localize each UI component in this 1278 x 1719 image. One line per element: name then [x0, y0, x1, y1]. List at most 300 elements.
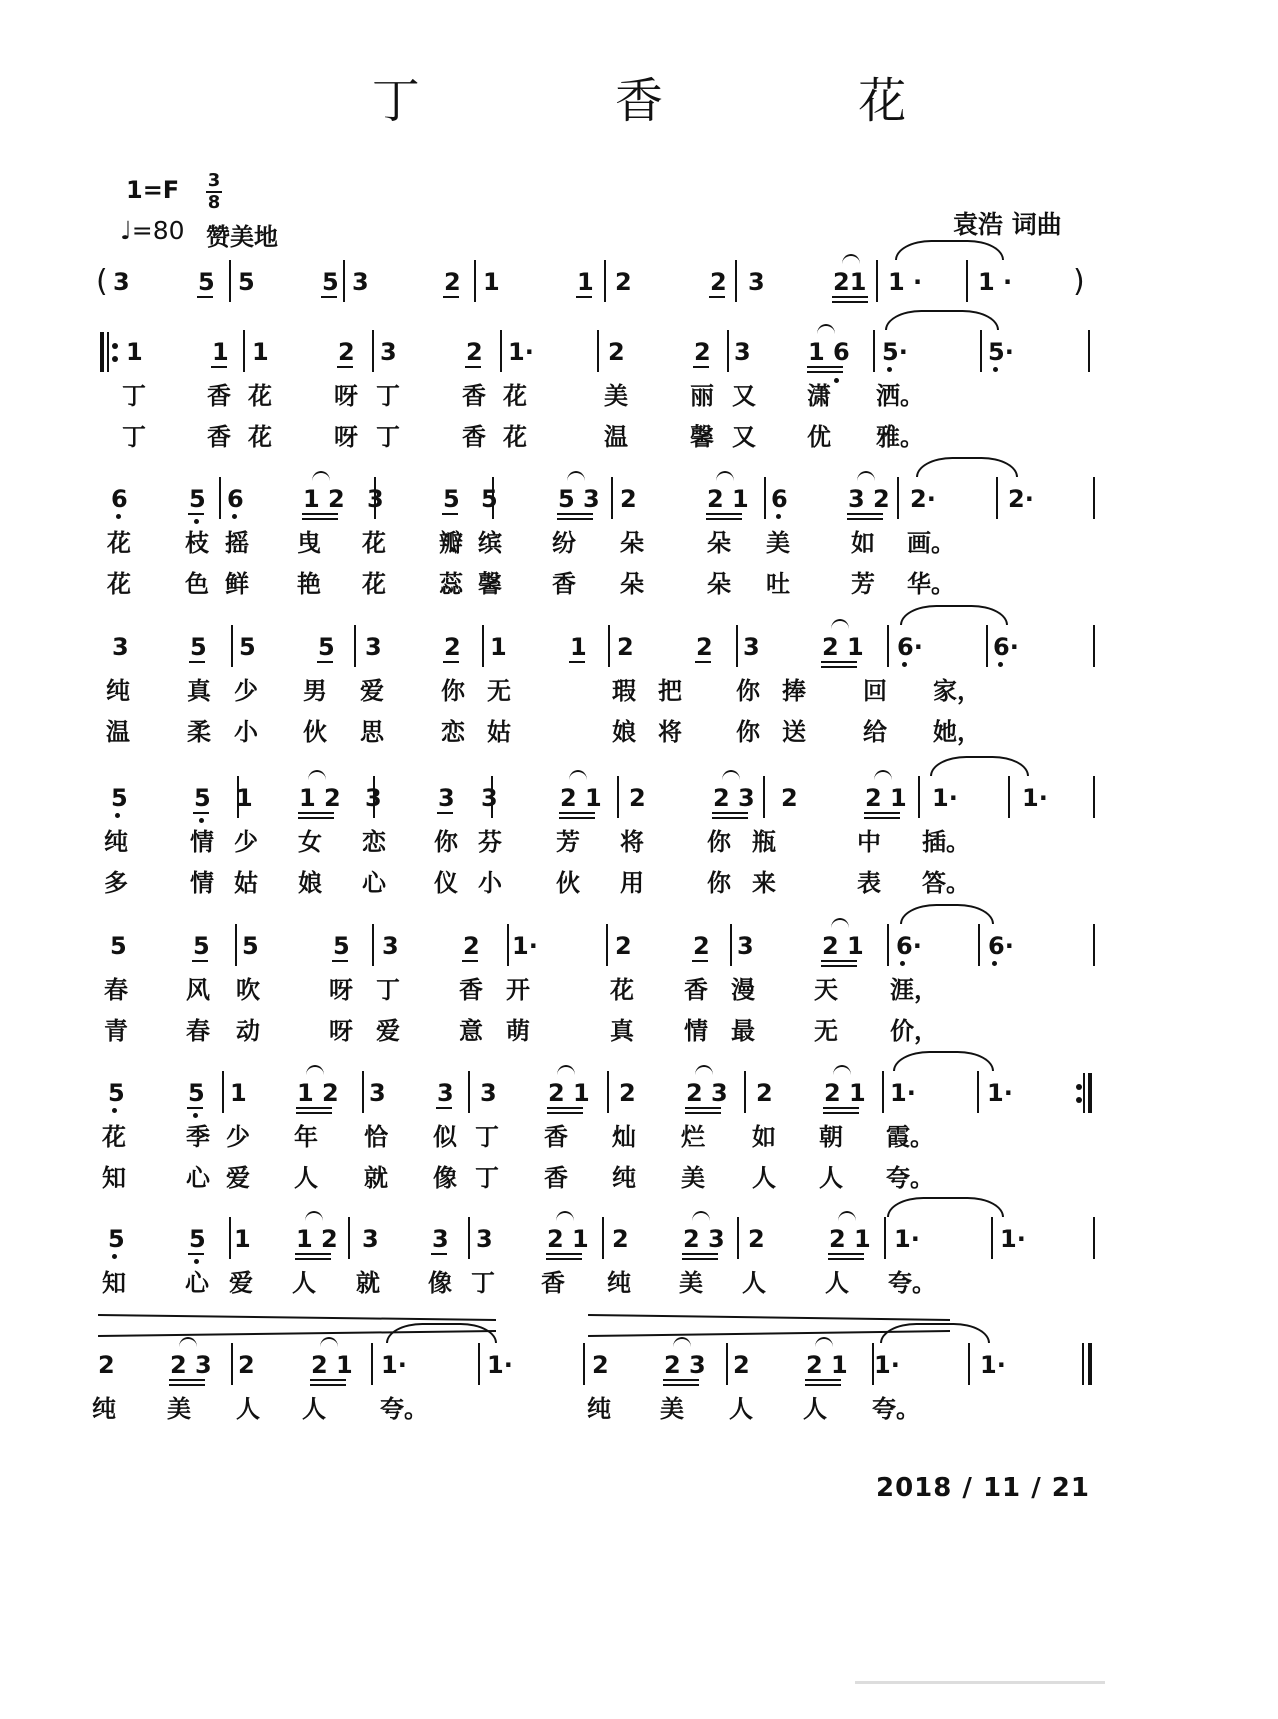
lyric-syllable: 将 [620, 828, 644, 856]
note: 5 [242, 932, 259, 960]
fermata-arc [842, 254, 860, 264]
lyric-syllable: 馨 [690, 423, 714, 451]
note: 3 [365, 633, 382, 661]
lyric-syllable: 仪 [434, 869, 458, 897]
underline-beam [828, 1258, 864, 1260]
lyric-syllable: 曳 [297, 529, 321, 557]
note: 1 [126, 338, 143, 366]
lyric-syllable: 你 [736, 677, 760, 705]
lyric-syllable: 多 [104, 869, 128, 897]
underline-beam [706, 513, 742, 515]
lyric-syllable: 价， [890, 1017, 938, 1045]
lyric-syllable: 美 [660, 1395, 684, 1423]
underline-beam [437, 812, 453, 814]
bar-line [736, 625, 738, 667]
underline-beam [442, 513, 458, 515]
note: 1 [234, 1225, 251, 1253]
bar-line [873, 330, 875, 372]
decrescendo-hairpin-line [588, 1314, 950, 1321]
fermata-arc [567, 471, 585, 481]
fermata-arc [815, 1337, 833, 1347]
fermata-arc [831, 918, 849, 928]
lyric-syllable: 丁 [475, 1164, 499, 1192]
bar-line [468, 1071, 470, 1113]
note: 2 1 [829, 1225, 871, 1253]
underline-beam [169, 1379, 205, 1381]
bar-line [726, 1343, 728, 1385]
note: 1· [894, 1225, 920, 1253]
underline-beam [557, 513, 593, 515]
underline-beam [169, 1384, 205, 1386]
repeat-dot [112, 356, 118, 362]
note: 5 [190, 633, 207, 661]
bar-line [608, 625, 610, 667]
low-octave-dot [998, 662, 1003, 667]
bar-line [1093, 625, 1095, 667]
lyric-syllable: 开 [506, 976, 530, 1004]
note: 1· [987, 1079, 1013, 1107]
note: 5 [193, 932, 210, 960]
bar-line [978, 924, 980, 966]
tie-slur [887, 1197, 1004, 1217]
lyric-syllable: 丁 [122, 382, 146, 410]
low-octave-dot [116, 514, 121, 519]
bar-line [991, 1217, 993, 1259]
lyric-syllable: 无 [487, 677, 511, 705]
underline-beam [807, 371, 843, 373]
underline-beam [559, 812, 595, 814]
fermata-arc [305, 1211, 323, 1221]
note: 1 [230, 1079, 247, 1107]
note: 2 1 [547, 1225, 589, 1253]
underline-beam [546, 1253, 582, 1255]
note: 2 [748, 1225, 765, 1253]
open-parenthesis: ( [96, 264, 108, 299]
fermata-arc [306, 1065, 324, 1075]
bar-line [372, 924, 374, 966]
note: 1 · [888, 268, 923, 296]
lyric-syllable: 花 [102, 1123, 126, 1151]
underline-beam [298, 817, 334, 819]
lyric-syllable: 花 [503, 382, 527, 410]
lyric-syllable: 少 [234, 677, 258, 705]
bar-line [884, 1217, 886, 1259]
bar-line [229, 1217, 231, 1259]
lyric-syllable: 将 [658, 718, 682, 746]
note: 5 [108, 1225, 125, 1253]
lyric-syllable: 季 [186, 1123, 210, 1151]
note: 1 [483, 268, 500, 296]
lyric-syllable: 风 [186, 976, 210, 1004]
lyric-syllable: 美 [167, 1395, 191, 1423]
lyric-syllable: 纯 [607, 1269, 631, 1297]
lyric-syllable: 你 [736, 718, 760, 746]
lyric-syllable: 美 [681, 1164, 705, 1192]
lyric-syllable: 花 [503, 423, 527, 451]
note: 3 [743, 633, 760, 661]
lyric-syllable: 美 [679, 1269, 703, 1297]
date-stamp: 2018 / 11 / 21 [876, 1473, 1090, 1503]
lyric-syllable: 人 [752, 1164, 776, 1192]
lyric-syllable: 你 [441, 677, 465, 705]
fermata-arc [312, 471, 330, 481]
underline-beam [695, 661, 711, 663]
underline-beam [569, 661, 585, 663]
time-signature-top: 3 [207, 170, 221, 191]
bar-line [986, 625, 988, 667]
bar-line [1008, 776, 1010, 818]
lyric-syllable: 馨 [478, 570, 502, 598]
note: 2· [910, 485, 936, 513]
low-octave-dot [887, 367, 892, 372]
note: 3 [748, 268, 765, 296]
note: 2 [781, 784, 798, 812]
decrescendo-hairpin-line [98, 1314, 496, 1321]
underline-beam [828, 1253, 864, 1255]
underline-beam [847, 513, 883, 515]
note: 1· [980, 1351, 1006, 1379]
lyric-syllable: 娘 [612, 718, 636, 746]
lyric-syllable: 真 [187, 677, 211, 705]
bar-line [882, 1071, 884, 1113]
tempo-marking [120, 216, 185, 245]
lyric-syllable: 少 [226, 1123, 250, 1151]
bar-line [735, 260, 737, 302]
lyric-syllable: 艳 [297, 570, 321, 598]
note: 6· [993, 633, 1019, 661]
underline-beam [302, 518, 338, 520]
bar-line [977, 1071, 979, 1113]
lyric-syllable: 伙 [303, 718, 327, 746]
underline-beam [296, 1112, 332, 1114]
note: 1 [577, 268, 594, 296]
lyric-syllable: 烂 [681, 1123, 705, 1151]
lyric-syllable: 丁 [122, 423, 146, 451]
lyric-syllable: 小 [234, 718, 258, 746]
lyric-syllable: 人 [292, 1269, 316, 1297]
note: 3 [438, 784, 455, 812]
lyric-syllable: 爱 [229, 1269, 253, 1297]
note: 5 [189, 485, 206, 513]
lyric-syllable: 芳 [556, 828, 580, 856]
lyric-syllable: 人 [236, 1395, 260, 1423]
underline-beam [821, 666, 857, 668]
lyric-syllable: 像 [428, 1269, 452, 1297]
bar-line [597, 330, 599, 372]
low-octave-dot [834, 378, 839, 383]
note: 2 1 [865, 784, 907, 812]
bar-line [362, 1071, 364, 1113]
lyric-syllable: 心 [185, 1269, 209, 1297]
underline-beam [310, 1379, 346, 1381]
note: 2 3 [713, 784, 755, 812]
bar-line [371, 1343, 373, 1385]
bar-line [474, 260, 476, 302]
underline-beam [310, 1384, 346, 1386]
note: 2 [733, 1351, 750, 1379]
lyric-syllable: 伙 [556, 869, 580, 897]
underline-beam [187, 1107, 203, 1109]
bar-line [607, 1071, 609, 1113]
lyric-syllable: 美 [766, 529, 790, 557]
bar-line [507, 924, 509, 966]
lyric-syllable: 像 [433, 1164, 457, 1192]
lyric-syllable: 枝 [185, 529, 209, 557]
bar-line [763, 776, 765, 818]
note: 1· [381, 1351, 407, 1379]
lyric-syllable: 爱 [376, 1017, 400, 1045]
bar-line [231, 1343, 233, 1385]
lyric-syllable: 吐 [766, 570, 790, 598]
bar-line [229, 260, 231, 302]
lyric-syllable: 爱 [226, 1164, 250, 1192]
repeat-dot [1076, 1097, 1082, 1103]
lyric-syllable: 思 [360, 718, 384, 746]
underline-beam [443, 296, 459, 298]
note: 6· [896, 932, 922, 960]
lyric-syllable: 纯 [104, 828, 128, 856]
underline-beam [823, 1107, 859, 1109]
underline-beam [557, 518, 593, 520]
underline-beam [332, 960, 348, 962]
lyric-syllable: 就 [356, 1269, 380, 1297]
underline-beam [832, 296, 868, 298]
lyric-syllable: 人 [294, 1164, 318, 1192]
tie-slur [895, 240, 1004, 260]
note: 5 [194, 784, 211, 812]
lyric-syllable: 丁 [376, 382, 400, 410]
bar-line [764, 477, 766, 519]
note: 3 [737, 932, 754, 960]
lyric-syllable: 香 [459, 976, 483, 1004]
bar-line [500, 330, 502, 372]
underline-beam [295, 1253, 331, 1255]
bar-line [996, 477, 998, 519]
lyric-syllable: 爱 [360, 677, 384, 705]
underline-beam [821, 661, 857, 663]
note: 6 [227, 485, 244, 513]
final-thin-bar [1082, 1343, 1084, 1385]
lyric-syllable: 情 [190, 828, 214, 856]
lyric-syllable: 答。 [922, 869, 970, 897]
underline-beam [443, 661, 459, 663]
lyric-syllable: 朝 [819, 1123, 843, 1151]
lyric-syllable: 纷 [552, 529, 576, 557]
note: 1 · [978, 268, 1013, 296]
underline-beam [302, 513, 338, 515]
lyric-syllable: 雅。 [876, 423, 924, 451]
note: 3 [369, 1079, 386, 1107]
underline-beam [685, 1112, 721, 1114]
lyric-syllable: 花 [248, 423, 272, 451]
note: 5 [110, 932, 127, 960]
lyric-syllable: 把 [658, 677, 682, 705]
underline-beam [821, 965, 857, 967]
lyric-syllable: 男 [303, 677, 327, 705]
underline-beam [663, 1384, 699, 1386]
low-octave-dot [115, 813, 120, 818]
note: 21 [833, 268, 867, 296]
tie-slur [880, 1323, 990, 1343]
underline-beam [692, 960, 708, 962]
note: 2 3 [664, 1351, 706, 1379]
note: 2 [98, 1351, 115, 1379]
watermark-smudge [855, 1681, 1105, 1684]
lyric-syllable: 姑 [234, 869, 258, 897]
bar-line [602, 1217, 604, 1259]
lyric-syllable: 人 [742, 1269, 766, 1297]
lyric-syllable: 香 [544, 1123, 568, 1151]
lyric-syllable: 呀 [334, 423, 358, 451]
note: 1 2 [296, 1225, 338, 1253]
note: 5 [322, 268, 339, 296]
bar-line [918, 776, 920, 818]
lyric-syllable: 中 [857, 828, 881, 856]
note: 2 1 [806, 1351, 848, 1379]
note: 2 [615, 932, 632, 960]
lyric-syllable: 涯， [890, 976, 938, 1004]
underline-beam [864, 812, 900, 814]
lyric-syllable: 温 [106, 718, 130, 746]
bar-line [966, 260, 968, 302]
lyric-syllable: 纯 [587, 1395, 611, 1423]
low-octave-dot [194, 519, 199, 524]
bar-line [231, 625, 233, 667]
note: 2 1 [824, 1079, 866, 1107]
bar-line [482, 625, 484, 667]
lyric-syllable: 纯 [106, 677, 130, 705]
underline-beam [298, 812, 334, 814]
lyric-syllable: 花 [107, 570, 131, 598]
underline-beam [805, 1379, 841, 1381]
underline-beam [709, 296, 725, 298]
underline-beam [188, 1253, 204, 1255]
note: 3 [362, 1225, 379, 1253]
lyric-syllable: 香 [544, 1164, 568, 1192]
lyric-syllable: 香 [462, 382, 486, 410]
lyric-syllable: 知 [102, 1269, 126, 1297]
note: 1 [490, 633, 507, 661]
tie-slur [930, 756, 1029, 776]
bar-line [730, 924, 732, 966]
bar-line [980, 330, 982, 372]
lyric-syllable: 回 [863, 677, 887, 705]
lyric-syllable: 呀 [334, 382, 358, 410]
bar-line [468, 1217, 470, 1259]
lyric-syllable: 丽 [690, 382, 714, 410]
underline-beam [462, 960, 478, 962]
bar-line [372, 330, 374, 372]
song-title: 丁 香 花 [371, 73, 997, 129]
lyric-syllable: 画。 [907, 529, 955, 557]
note: 2 [619, 1079, 636, 1107]
repeat-end-thick-bar [1088, 1073, 1092, 1113]
lyric-syllable: 丁 [475, 1123, 499, 1151]
lyric-syllable: 天 [814, 976, 838, 1004]
low-octave-dot [193, 1113, 198, 1118]
underline-beam [663, 1379, 699, 1381]
note: 1· [508, 338, 534, 366]
note: 5 [198, 268, 215, 296]
note: 3 [437, 1079, 454, 1107]
bar-line [219, 477, 221, 519]
note: 2 [612, 1225, 629, 1253]
repeat-end-thin-bar [1083, 1073, 1085, 1113]
bar-line [737, 1217, 739, 1259]
lyric-syllable: 真 [610, 1017, 634, 1045]
lyric-syllable: 丁 [376, 423, 400, 451]
lyric-syllable: 纯 [92, 1395, 116, 1423]
final-thick-bar [1088, 1343, 1092, 1385]
lyric-syllable: 鲜 [225, 570, 249, 598]
lyric-syllable: 人 [302, 1395, 326, 1423]
lyric-syllable: 柔 [187, 718, 211, 746]
underline-beam [682, 1258, 718, 1260]
note: 2 3 [683, 1225, 725, 1253]
note: 2 1 [707, 485, 749, 513]
note: 3 [352, 268, 369, 296]
time-signature [203, 172, 225, 212]
tie-slur [386, 1323, 497, 1343]
note: 2 [444, 633, 461, 661]
lyric-syllable: 蕊 [439, 570, 463, 598]
underline-beam [559, 817, 595, 819]
note: 2 [710, 268, 727, 296]
lyric-syllable: 人 [803, 1395, 827, 1423]
repeat-start-thick-bar [100, 332, 104, 372]
underline-beam [847, 518, 883, 520]
underline-beam [805, 1384, 841, 1386]
note: 5 [239, 633, 256, 661]
note: 5 [188, 1079, 205, 1107]
note: 3 [367, 485, 384, 513]
repeat-dot [112, 343, 118, 349]
note: 2 3 [686, 1079, 728, 1107]
fermata-arc [320, 1337, 338, 1347]
lyric-syllable: 插。 [922, 828, 970, 856]
composer-credit: 袁浩 词曲 [953, 210, 1062, 239]
lyric-syllable: 温 [604, 423, 628, 451]
note: 2 [463, 932, 480, 960]
underline-beam [693, 366, 709, 368]
lyric-syllable: 香 [552, 570, 576, 598]
note: 2 [338, 338, 355, 366]
underline-beam [197, 296, 213, 298]
lyric-syllable: 你 [434, 828, 458, 856]
bar-line [744, 1071, 746, 1113]
note: 3 [476, 1225, 493, 1253]
underline-beam [807, 366, 843, 368]
lyric-syllable: 家， [933, 677, 981, 705]
note: 2 1 [311, 1351, 353, 1379]
note: 5 3 [558, 485, 600, 513]
lyric-syllable: 花 [610, 976, 634, 1004]
lyric-syllable: 美 [604, 382, 628, 410]
note: 3 [734, 338, 751, 366]
bar-line [897, 477, 899, 519]
note: 1· [932, 784, 958, 812]
note: 5 [108, 1079, 125, 1107]
underline-beam [821, 960, 857, 962]
note: 5 [111, 784, 128, 812]
note: 6 [111, 485, 128, 513]
low-octave-dot [232, 514, 237, 519]
low-octave-dot [112, 1108, 117, 1113]
tie-slur [916, 457, 1018, 477]
lyric-syllable: 少 [234, 828, 258, 856]
low-octave-dot [194, 1259, 199, 1264]
lyric-syllable: 花 [248, 382, 272, 410]
